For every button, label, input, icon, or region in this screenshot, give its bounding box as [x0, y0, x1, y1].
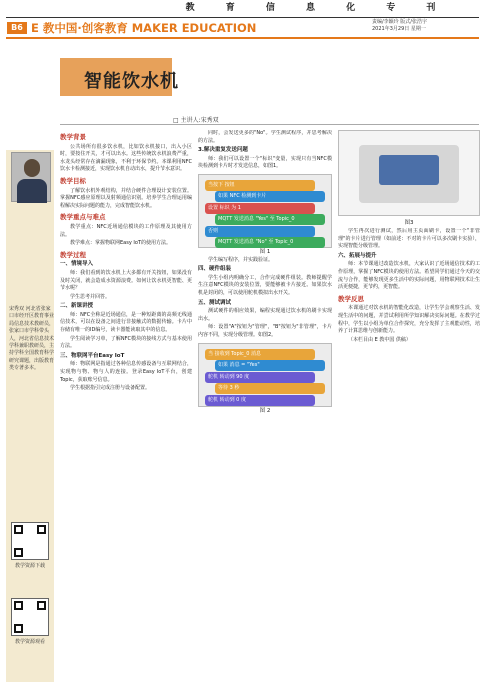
paragraph: 学生小组内明确分工，合作完成硬件组装。教师提醒学生注意NFC模块的安装位置，要能够被卡片接近。如果饮水机是封闭的，可以使用舵机模拟出水开关。 [198, 274, 332, 296]
subsection-heading: 三、物联网平台Easy IoT [60, 352, 125, 359]
qr-caption-download: 教学资源下载 [14, 563, 45, 569]
code-block: 设置 标识 为 1 [205, 203, 315, 214]
article-column-1 [60, 130, 192, 682]
article-column-3 [338, 228, 480, 682]
section-heading: 教学目标 [60, 176, 86, 185]
section-heading: 教学过程 [60, 250, 86, 259]
paragraph: 学生编写程序，并实践验证。 [208, 256, 274, 263]
column-banner: 教 育 信 息 化 专 刊 [185, 3, 450, 13]
figure-3-photo [338, 130, 480, 216]
paragraph: （本栏目由 E 教中国 供稿） [348, 336, 411, 343]
paragraph: 本课通过对饮水机的智能化改造，让学生学会观察生活、发现生活中的问题，并尝试利用所学知识解决实际问题。在教学过程中，学生以小组为单位合作探究，充分发挥了主观能动性，培养了计算思维与创新能力。 [338, 305, 480, 335]
author-photo [11, 152, 51, 202]
paragraph: 师：我们可以设置一个"标识"变量，实现只有当NFC模块检测到卡片时才发送信息，如图1。 [198, 155, 332, 170]
code-block: 当按下 按钮 [205, 180, 315, 191]
header-rule-bottom [6, 37, 479, 39]
paragraph: 师：本节课通过改造饮水机，大家认识了近场通信技术的工作原理，掌握了NFC模块的使用方法。希望同学们通过今天的交流与合作，能够发现更多生活中的实际问题，用物联网技术让生活更便捷，更节约，更智能。 [338, 261, 480, 291]
paragraph: 教学重点：NFC近场通信模块的工作原理及其使用方法。 [60, 223, 192, 238]
paragraph: 师：NFC全称是近场通信，是一种短距离的高频无线通信技术，可以在设备之间进行非接触式的数据传输。卡片中存储有唯一的ID编号，读卡器能读取其中的信息。 [60, 311, 192, 334]
editor-credits: 责编/李颖玲 版式/张浩宇 [372, 19, 427, 25]
subsection-heading: 一、情境导入 [60, 261, 94, 268]
masthead: E 教中国·创客教育 MAKER EDUCATION [31, 21, 257, 35]
paragraph: 学生阅读学习单，了解NFC模块的接线方式与基本使用方法。 [60, 335, 192, 350]
paragraph: 学生根据指引完成注册与设备配置。 [70, 385, 151, 392]
figure-1-code-blocks [198, 174, 332, 248]
subsection-heading: 六、拓展与提升 [338, 252, 377, 259]
code-block: 否则 [205, 226, 315, 237]
figure-3-caption: 图3 [404, 220, 414, 226]
paragraph: 学生思考并回答。 [70, 293, 111, 300]
paragraph: 教学难点：掌握物联网Easy IoT的使用方法。 [70, 240, 171, 247]
title-rule [60, 124, 479, 125]
paragraph: 了解饮水机外观结构，并结合硬件合理设计安装位置。掌握NFC感应原理以及射频通信识别。培养学生合理运用编程解决实际问题的能力，完成智能饮水机。 [60, 187, 192, 209]
subsection-heading: 五、测试调试 [198, 299, 232, 306]
qr-code-watch[interactable] [11, 598, 49, 636]
code-block: 舵机 转动到 0 度 [205, 395, 315, 406]
author-bio: 宋秀双 河北省张家口市经开区教育事业局信息技术教研员，张家口市学科带头人，河北省信息技术学科兼职教研员，主持学科全国教育科学研究课题，出版教育类专著多本。 [9, 306, 55, 372]
paragraph: 师：我们看到的饮水机上大多都有开关按钮，如果没有及时关闭，就会造成水资源浪费。如何让饮水机更智能、更节水呢？ [60, 269, 192, 292]
section-heading: 教学反思 [338, 294, 364, 303]
article-column-2 [198, 130, 332, 682]
figure-2-code-blocks [198, 343, 332, 407]
paragraph: 公共场所有很多饮水机，比如饮水机接口，出入小区时，要按住开关，才可以出水。这些传统饮水机浪费严重，水龙头经常存在滴漏现象，不利于环保节约。本课利用NFC饮水卡检测接近，实现饮水机自动出水，提升节水意识。 [60, 143, 192, 173]
article-title: 智能饮水机 [84, 71, 179, 92]
presenter-line: □ 主讲人:宋秀双 [173, 117, 219, 124]
code-block: 如果 消息 = "Yes" [215, 360, 325, 371]
code-block: MQTT 发送消息 "Yes" 至 Topic_0 [215, 214, 325, 225]
qr-code-download[interactable] [11, 522, 49, 560]
issue-meta [372, 19, 482, 33]
header-rule-top [6, 17, 479, 18]
subsection-heading: 四、硬件组装 [198, 266, 232, 273]
paragraph: 测试硬件的相应效果，编程实现通过饮水机的刷卡实现出水。 [198, 308, 332, 322]
column-2-lead: 同时，会发送更多的"No"。学生测试程序，并思考解决的方法。 [198, 130, 332, 144]
paragraph: 师：物联网是指通过各种信息传感设备与互联网结合，实现物与物、物与人的连接。登录Easy IoT平台，创建Topic，获取账号信息。 [60, 361, 192, 383]
page-number-badge: B6 [7, 22, 27, 34]
qr-caption-watch: 教学资源观看 [14, 639, 45, 645]
paragraph: 学生再次进行测试，然后用主页面刷卡，设置一个"非管理"的卡片进行管理（如前述：不对的卡片可以多次刷卡实验），实现智能分级管理。 [338, 228, 480, 250]
code-block: 如果 NFC 检测到卡片 [215, 191, 325, 202]
figure-1-caption: 图 1 [259, 248, 271, 255]
section-heading: 教学背景 [60, 133, 86, 141]
paragraph: 师：设置"A"按钮为"管理"，"B"按钮为"非管理"，卡片内容不同，实现分级管理。如图2。 [198, 324, 332, 338]
subsection-heading: 3.解决重复发送问题 [198, 147, 248, 154]
code-block: 当 接收到 Topic_0 消息 [205, 349, 315, 360]
issue-date: 2021年3月29日 星期一 [372, 26, 426, 32]
code-block: 舵机 转动到 90 度 [205, 372, 315, 383]
code-block: MQTT 发送消息 "No" 至 Topic_0 [215, 237, 325, 248]
code-block: 等待 3 秒 [215, 383, 325, 394]
figure-2-caption: 图 2 [259, 407, 271, 414]
subsection-heading: 二、新课讲授 [60, 303, 94, 310]
section-heading: 教学重点与难点 [60, 213, 106, 222]
